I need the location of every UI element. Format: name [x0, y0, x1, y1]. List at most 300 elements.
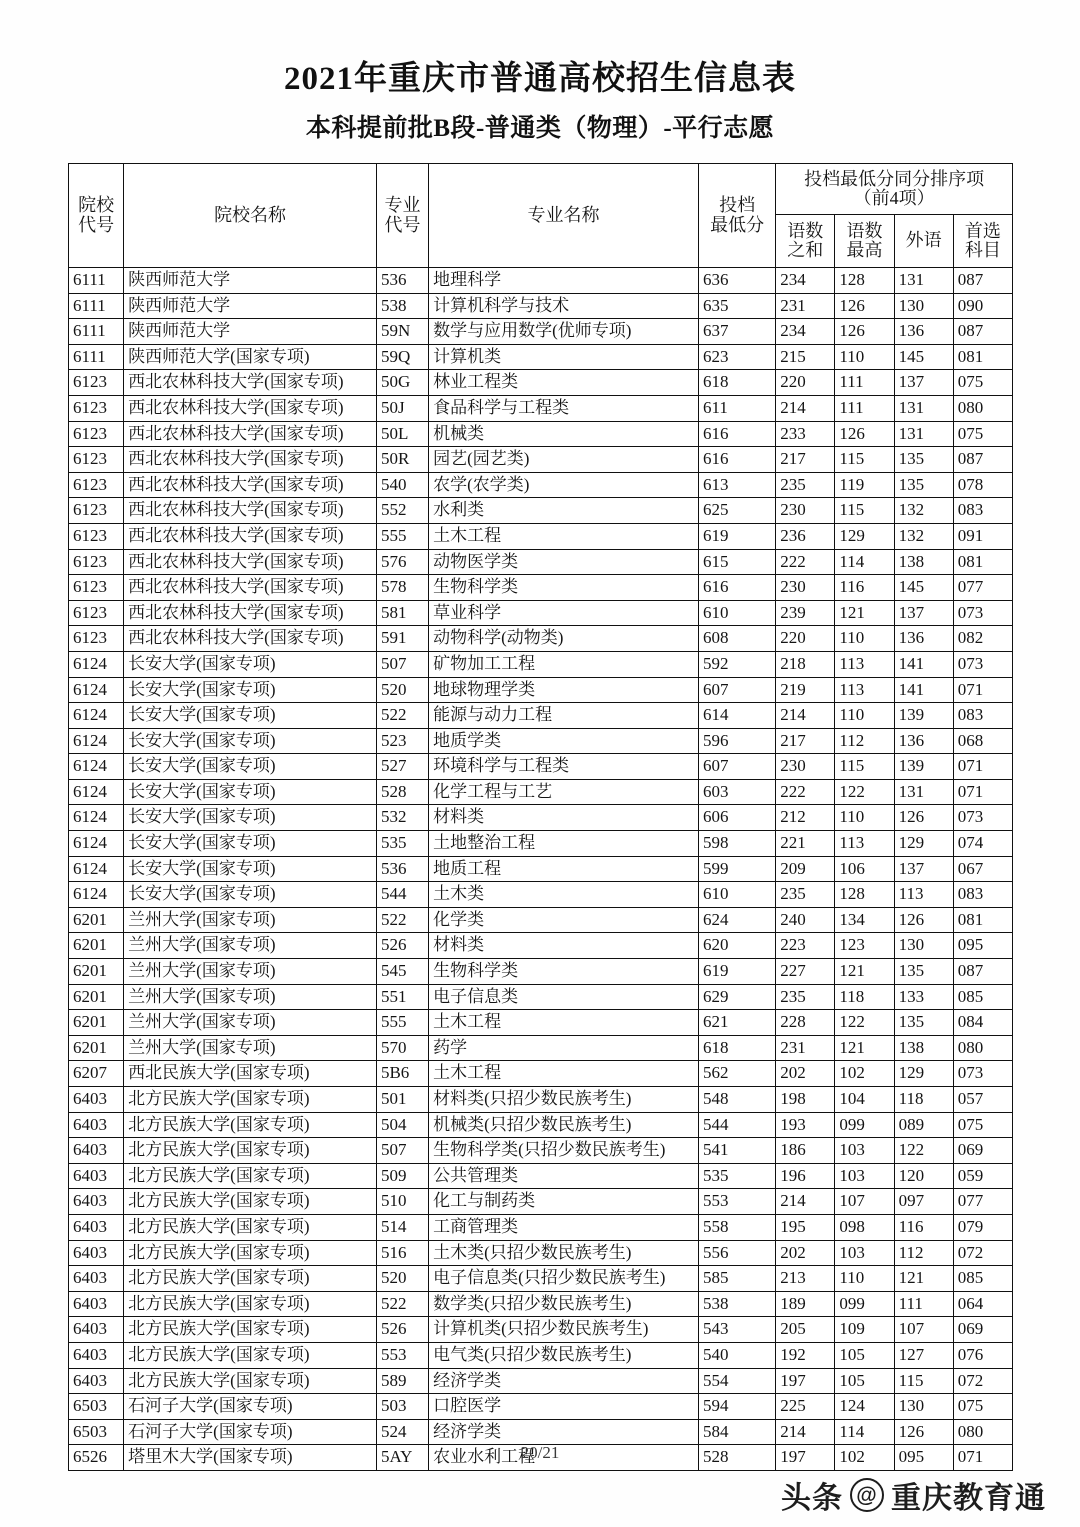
cell-major-name: 生物科学类(只招少数民族考生) [429, 1138, 699, 1164]
cell-min-score: 618 [698, 1035, 775, 1061]
table-row [69, 523, 1013, 549]
table-row [69, 293, 1013, 319]
cell-major-code: 528 [376, 779, 428, 805]
cell-major-name: 电子信息类(只招少数民族考生) [429, 1266, 699, 1292]
cell-major-name: 能源与动力工程 [429, 703, 699, 729]
cell-major-name: 动物科学(动物类) [429, 626, 699, 652]
cell-major-code: 59Q [376, 344, 428, 370]
cell-first-subject: 078 [953, 472, 1012, 498]
cell-foreign-language: 129 [894, 1061, 953, 1087]
table-row [69, 1419, 1013, 1445]
cell-sum-chinese-math: 215 [776, 344, 835, 370]
table-row [69, 1394, 1013, 1420]
cell-school-code: 6201 [69, 984, 124, 1010]
cell-foreign-language: 138 [894, 1035, 953, 1061]
cell-sum-chinese-math: 197 [776, 1368, 835, 1394]
cell-first-subject: 085 [953, 984, 1012, 1010]
cell-school-code: 6201 [69, 1010, 124, 1036]
cell-school-name: 北方民族大学(国家专项) [124, 1138, 377, 1164]
cell-major-code: 578 [376, 575, 428, 601]
cell-foreign-language: 111 [894, 1291, 953, 1317]
cell-major-name: 工商管理类 [429, 1214, 699, 1240]
table-row [69, 805, 1013, 831]
cell-school-code: 6123 [69, 626, 124, 652]
cell-school-name: 长安大学(国家专项) [124, 754, 377, 780]
cell-max-chinese-math: 119 [835, 472, 894, 498]
cell-school-code: 6124 [69, 831, 124, 857]
cell-max-chinese-math: 115 [835, 498, 894, 524]
cell-min-score: 616 [698, 447, 775, 473]
cell-school-name: 西北农林科技大学(国家专项) [124, 447, 377, 473]
cell-first-subject: 069 [953, 1138, 1012, 1164]
cell-max-chinese-math: 103 [835, 1240, 894, 1266]
cell-first-subject: 075 [953, 421, 1012, 447]
cell-first-subject: 073 [953, 600, 1012, 626]
cell-major-name: 生物科学类 [429, 959, 699, 985]
table-row [69, 370, 1013, 396]
cell-min-score: 554 [698, 1368, 775, 1394]
cell-foreign-language: 120 [894, 1163, 953, 1189]
watermark-prefix: 头条 [781, 1482, 843, 1515]
column-header-tiebreak-group: 投档最低分同分排序项 （前4项） [776, 164, 1013, 215]
cell-first-subject: 083 [953, 498, 1012, 524]
table-row [69, 395, 1013, 421]
table-row [69, 1189, 1013, 1215]
table-row [69, 472, 1013, 498]
cell-min-score: 562 [698, 1061, 775, 1087]
cell-major-code: 526 [376, 933, 428, 959]
cell-first-subject: 073 [953, 651, 1012, 677]
table-row [69, 728, 1013, 754]
cell-foreign-language: 135 [894, 447, 953, 473]
cell-min-score: 616 [698, 575, 775, 601]
cell-major-code: 50L [376, 421, 428, 447]
cell-max-chinese-math: 126 [835, 421, 894, 447]
cell-major-name: 数学与应用数学(优师专项) [429, 319, 699, 345]
cell-major-name: 数学类(只招少数民族考生) [429, 1291, 699, 1317]
cell-school-name: 兰州大学(国家专项) [124, 959, 377, 985]
cell-sum-chinese-math: 214 [776, 1189, 835, 1215]
cell-major-code: 555 [376, 1010, 428, 1036]
cell-school-name: 兰州大学(国家专项) [124, 933, 377, 959]
cell-school-code: 6123 [69, 600, 124, 626]
cell-first-subject: 071 [953, 1445, 1012, 1471]
column-header-foreign-language: 外语 [894, 215, 953, 268]
cell-first-subject: 087 [953, 268, 1012, 294]
cell-first-subject: 072 [953, 1368, 1012, 1394]
cell-school-name: 北方民族大学(国家专项) [124, 1342, 377, 1368]
cell-major-code: 589 [376, 1368, 428, 1394]
cell-school-code: 6503 [69, 1394, 124, 1420]
cell-foreign-language: 126 [894, 805, 953, 831]
cell-sum-chinese-math: 222 [776, 779, 835, 805]
cell-first-subject: 068 [953, 728, 1012, 754]
cell-school-code: 6403 [69, 1112, 124, 1138]
cell-school-name: 长安大学(国家专项) [124, 882, 377, 908]
cell-school-code: 6123 [69, 395, 124, 421]
cell-min-score: 598 [698, 831, 775, 857]
cell-foreign-language: 095 [894, 1445, 953, 1471]
cell-major-name: 地质学类 [429, 728, 699, 754]
table-row [69, 1138, 1013, 1164]
cell-max-chinese-math: 114 [835, 549, 894, 575]
cell-sum-chinese-math: 197 [776, 1445, 835, 1471]
cell-major-name: 土木类(只招少数民族考生) [429, 1240, 699, 1266]
cell-min-score: 616 [698, 421, 775, 447]
cell-school-code: 6201 [69, 1035, 124, 1061]
cell-school-name: 陕西师范大学(国家专项) [124, 344, 377, 370]
cell-major-code: 536 [376, 268, 428, 294]
cell-school-name: 长安大学(国家专项) [124, 856, 377, 882]
cell-min-score: 620 [698, 933, 775, 959]
table-row [69, 831, 1013, 857]
cell-foreign-language: 089 [894, 1112, 953, 1138]
cell-min-score: 614 [698, 703, 775, 729]
table-row [69, 498, 1013, 524]
cell-major-code: 540 [376, 472, 428, 498]
cell-major-name: 环境科学与工程类 [429, 754, 699, 780]
cell-school-name: 石河子大学(国家专项) [124, 1419, 377, 1445]
cell-foreign-language: 130 [894, 1394, 953, 1420]
cell-sum-chinese-math: 220 [776, 626, 835, 652]
cell-max-chinese-math: 110 [835, 805, 894, 831]
table-row [69, 1061, 1013, 1087]
cell-school-name: 西北农林科技大学(国家专项) [124, 626, 377, 652]
cell-min-score: 594 [698, 1394, 775, 1420]
cell-sum-chinese-math: 202 [776, 1240, 835, 1266]
cell-min-score: 607 [698, 754, 775, 780]
cell-foreign-language: 131 [894, 395, 953, 421]
cell-school-name: 北方民族大学(国家专项) [124, 1214, 377, 1240]
cell-school-name: 北方民族大学(国家专项) [124, 1240, 377, 1266]
cell-school-name: 长安大学(国家专项) [124, 805, 377, 831]
cell-foreign-language: 122 [894, 1138, 953, 1164]
table-row [69, 651, 1013, 677]
cell-major-name: 药学 [429, 1035, 699, 1061]
cell-min-score: 553 [698, 1189, 775, 1215]
cell-school-name: 西北农林科技大学(国家专项) [124, 421, 377, 447]
cell-major-name: 农学(农学类) [429, 472, 699, 498]
column-header-max-chinese-math: 语数 最高 [835, 215, 894, 268]
cell-sum-chinese-math: 198 [776, 1087, 835, 1113]
cell-first-subject: 082 [953, 626, 1012, 652]
cell-max-chinese-math: 102 [835, 1061, 894, 1087]
cell-foreign-language: 135 [894, 1010, 953, 1036]
cell-foreign-language: 141 [894, 677, 953, 703]
cell-sum-chinese-math: 214 [776, 1419, 835, 1445]
cell-school-code: 6526 [69, 1445, 124, 1471]
cell-first-subject: 076 [953, 1342, 1012, 1368]
cell-school-name: 石河子大学(国家专项) [124, 1394, 377, 1420]
cell-sum-chinese-math: 231 [776, 1035, 835, 1061]
cell-school-name: 长安大学(国家专项) [124, 831, 377, 857]
cell-first-subject: 075 [953, 370, 1012, 396]
cell-max-chinese-math: 113 [835, 651, 894, 677]
cell-max-chinese-math: 128 [835, 268, 894, 294]
cell-first-subject: 059 [953, 1163, 1012, 1189]
cell-school-code: 6201 [69, 959, 124, 985]
cell-major-code: 535 [376, 831, 428, 857]
cell-major-code: 553 [376, 1342, 428, 1368]
cell-school-name: 长安大学(国家专项) [124, 651, 377, 677]
table-row [69, 1266, 1013, 1292]
cell-sum-chinese-math: 234 [776, 319, 835, 345]
cell-major-code: 544 [376, 882, 428, 908]
cell-major-name: 经济学类 [429, 1368, 699, 1394]
table-row [69, 1214, 1013, 1240]
cell-school-code: 6111 [69, 319, 124, 345]
cell-school-name: 北方民族大学(国家专项) [124, 1163, 377, 1189]
cell-sum-chinese-math: 212 [776, 805, 835, 831]
cell-first-subject: 091 [953, 523, 1012, 549]
cell-sum-chinese-math: 223 [776, 933, 835, 959]
table-row [69, 1291, 1013, 1317]
cell-school-code: 6123 [69, 523, 124, 549]
cell-school-name: 北方民族大学(国家专项) [124, 1112, 377, 1138]
cell-school-code: 6403 [69, 1240, 124, 1266]
admissions-table [68, 163, 1013, 1471]
at-icon: @ [850, 1478, 884, 1512]
cell-major-code: 522 [376, 907, 428, 933]
cell-max-chinese-math: 113 [835, 831, 894, 857]
cell-school-code: 6124 [69, 728, 124, 754]
cell-major-name: 材料类 [429, 805, 699, 831]
cell-sum-chinese-math: 192 [776, 1342, 835, 1368]
cell-sum-chinese-math: 217 [776, 447, 835, 473]
cell-max-chinese-math: 122 [835, 779, 894, 805]
cell-max-chinese-math: 114 [835, 1419, 894, 1445]
cell-sum-chinese-math: 195 [776, 1214, 835, 1240]
cell-major-code: 536 [376, 856, 428, 882]
table-row [69, 959, 1013, 985]
cell-min-score: 584 [698, 1419, 775, 1445]
cell-sum-chinese-math: 235 [776, 882, 835, 908]
cell-major-name: 公共管理类 [429, 1163, 699, 1189]
cell-school-code: 6403 [69, 1189, 124, 1215]
cell-first-subject: 064 [953, 1291, 1012, 1317]
cell-sum-chinese-math: 205 [776, 1317, 835, 1343]
cell-major-code: 532 [376, 805, 428, 831]
cell-school-name: 西北农林科技大学(国家专项) [124, 370, 377, 396]
table-row [69, 344, 1013, 370]
cell-sum-chinese-math: 235 [776, 984, 835, 1010]
cell-max-chinese-math: 105 [835, 1368, 894, 1394]
cell-major-name: 材料类(只招少数民族考生) [429, 1087, 699, 1113]
cell-first-subject: 069 [953, 1317, 1012, 1343]
table-row [69, 779, 1013, 805]
cell-school-code: 6124 [69, 779, 124, 805]
cell-foreign-language: 137 [894, 600, 953, 626]
cell-min-score: 596 [698, 728, 775, 754]
cell-max-chinese-math: 112 [835, 728, 894, 754]
cell-foreign-language: 133 [894, 984, 953, 1010]
cell-min-score: 592 [698, 651, 775, 677]
cell-max-chinese-math: 115 [835, 447, 894, 473]
cell-school-name: 兰州大学(国家专项) [124, 907, 377, 933]
cell-sum-chinese-math: 217 [776, 728, 835, 754]
column-header-min-score: 投档 最低分 [698, 164, 775, 268]
cell-first-subject: 090 [953, 293, 1012, 319]
cell-school-name: 长安大学(国家专项) [124, 779, 377, 805]
table-row [69, 1240, 1013, 1266]
table-row [69, 882, 1013, 908]
cell-foreign-language: 136 [894, 626, 953, 652]
cell-school-name: 北方民族大学(国家专项) [124, 1368, 377, 1394]
cell-major-code: 526 [376, 1317, 428, 1343]
cell-sum-chinese-math: 186 [776, 1138, 835, 1164]
cell-major-code: 570 [376, 1035, 428, 1061]
cell-school-code: 6403 [69, 1138, 124, 1164]
cell-school-code: 6207 [69, 1061, 124, 1087]
cell-school-name: 西北农林科技大学(国家专项) [124, 549, 377, 575]
cell-school-name: 西北民族大学(国家专项) [124, 1061, 377, 1087]
cell-first-subject: 083 [953, 882, 1012, 908]
cell-major-code: 520 [376, 1266, 428, 1292]
cell-school-name: 北方民族大学(国家专项) [124, 1087, 377, 1113]
cell-min-score: 636 [698, 268, 775, 294]
cell-max-chinese-math: 110 [835, 344, 894, 370]
cell-major-name: 电气类(只招少数民族考生) [429, 1342, 699, 1368]
cell-school-code: 6123 [69, 498, 124, 524]
cell-school-name: 兰州大学(国家专项) [124, 984, 377, 1010]
cell-school-name: 西北农林科技大学(国家专项) [124, 395, 377, 421]
cell-school-name: 长安大学(国家专项) [124, 728, 377, 754]
cell-max-chinese-math: 104 [835, 1087, 894, 1113]
cell-foreign-language: 145 [894, 575, 953, 601]
cell-foreign-language: 137 [894, 856, 953, 882]
cell-max-chinese-math: 111 [835, 395, 894, 421]
cell-school-code: 6403 [69, 1087, 124, 1113]
cell-school-name: 北方民族大学(国家专项) [124, 1317, 377, 1343]
cell-max-chinese-math: 123 [835, 933, 894, 959]
cell-foreign-language: 097 [894, 1189, 953, 1215]
cell-max-chinese-math: 129 [835, 523, 894, 549]
cell-school-code: 6403 [69, 1291, 124, 1317]
cell-min-score: 608 [698, 626, 775, 652]
cell-sum-chinese-math: 240 [776, 907, 835, 933]
table-row [69, 549, 1013, 575]
cell-major-name: 动物医学类 [429, 549, 699, 575]
cell-max-chinese-math: 110 [835, 703, 894, 729]
table-row [69, 421, 1013, 447]
cell-min-score: 541 [698, 1138, 775, 1164]
cell-sum-chinese-math: 239 [776, 600, 835, 626]
cell-min-score: 615 [698, 549, 775, 575]
cell-major-code: 5B6 [376, 1061, 428, 1087]
cell-sum-chinese-math: 233 [776, 421, 835, 447]
cell-max-chinese-math: 116 [835, 575, 894, 601]
cell-major-name: 水利类 [429, 498, 699, 524]
cell-first-subject: 075 [953, 1112, 1012, 1138]
cell-major-code: 50R [376, 447, 428, 473]
cell-max-chinese-math: 099 [835, 1291, 894, 1317]
cell-school-name: 陕西师范大学 [124, 268, 377, 294]
cell-sum-chinese-math: 236 [776, 523, 835, 549]
cell-first-subject: 083 [953, 703, 1012, 729]
cell-major-code: 523 [376, 728, 428, 754]
cell-school-code: 6201 [69, 933, 124, 959]
cell-max-chinese-math: 103 [835, 1163, 894, 1189]
cell-first-subject: 087 [953, 959, 1012, 985]
cell-school-name: 西北农林科技大学(国家专项) [124, 575, 377, 601]
cell-sum-chinese-math: 230 [776, 498, 835, 524]
cell-first-subject: 075 [953, 1394, 1012, 1420]
cell-min-score: 618 [698, 370, 775, 396]
cell-major-name: 计算机科学与技术 [429, 293, 699, 319]
cell-min-score: 635 [698, 293, 775, 319]
cell-school-name: 西北农林科技大学(国家专项) [124, 472, 377, 498]
cell-foreign-language: 130 [894, 293, 953, 319]
cell-min-score: 623 [698, 344, 775, 370]
cell-min-score: 629 [698, 984, 775, 1010]
table-row [69, 1342, 1013, 1368]
cell-foreign-language: 107 [894, 1317, 953, 1343]
cell-foreign-language: 141 [894, 651, 953, 677]
cell-min-score: 558 [698, 1214, 775, 1240]
cell-max-chinese-math: 122 [835, 1010, 894, 1036]
cell-major-code: 504 [376, 1112, 428, 1138]
table-row [69, 1368, 1013, 1394]
cell-school-code: 6403 [69, 1317, 124, 1343]
column-header-major-code: 专业 代号 [376, 164, 428, 268]
cell-first-subject: 081 [953, 344, 1012, 370]
cell-school-code: 6124 [69, 677, 124, 703]
cell-foreign-language: 136 [894, 319, 953, 345]
cell-major-code: 520 [376, 677, 428, 703]
admissions-table-container [68, 163, 1013, 1471]
cell-sum-chinese-math: 202 [776, 1061, 835, 1087]
cell-max-chinese-math: 113 [835, 677, 894, 703]
cell-major-name: 计算机类 [429, 344, 699, 370]
table-row [69, 1010, 1013, 1036]
cell-foreign-language: 126 [894, 907, 953, 933]
cell-sum-chinese-math: 196 [776, 1163, 835, 1189]
cell-min-score: 624 [698, 907, 775, 933]
cell-foreign-language: 132 [894, 523, 953, 549]
cell-foreign-language: 126 [894, 1419, 953, 1445]
cell-min-score: 540 [698, 1342, 775, 1368]
cell-major-name: 园艺(园艺类) [429, 447, 699, 473]
cell-major-name: 林业工程类 [429, 370, 699, 396]
table-row [69, 268, 1013, 294]
cell-max-chinese-math: 110 [835, 1266, 894, 1292]
cell-foreign-language: 137 [894, 370, 953, 396]
cell-major-code: 503 [376, 1394, 428, 1420]
table-row [69, 856, 1013, 882]
cell-major-code: 576 [376, 549, 428, 575]
cell-school-code: 6124 [69, 754, 124, 780]
cell-major-code: 524 [376, 1419, 428, 1445]
cell-first-subject: 079 [953, 1214, 1012, 1240]
cell-school-code: 6403 [69, 1266, 124, 1292]
cell-min-score: 610 [698, 882, 775, 908]
cell-school-code: 6201 [69, 907, 124, 933]
cell-school-code: 6123 [69, 472, 124, 498]
column-header-first-subject: 首选 科目 [953, 215, 1012, 268]
cell-foreign-language: 131 [894, 779, 953, 805]
cell-max-chinese-math: 128 [835, 882, 894, 908]
cell-max-chinese-math: 121 [835, 1035, 894, 1061]
table-row [69, 626, 1013, 652]
cell-min-score: 556 [698, 1240, 775, 1266]
cell-major-code: 5AY [376, 1445, 428, 1471]
cell-school-code: 6111 [69, 344, 124, 370]
cell-major-name: 土木工程 [429, 1010, 699, 1036]
cell-min-score: 543 [698, 1317, 775, 1343]
cell-sum-chinese-math: 219 [776, 677, 835, 703]
table-row [69, 1112, 1013, 1138]
cell-first-subject: 071 [953, 779, 1012, 805]
